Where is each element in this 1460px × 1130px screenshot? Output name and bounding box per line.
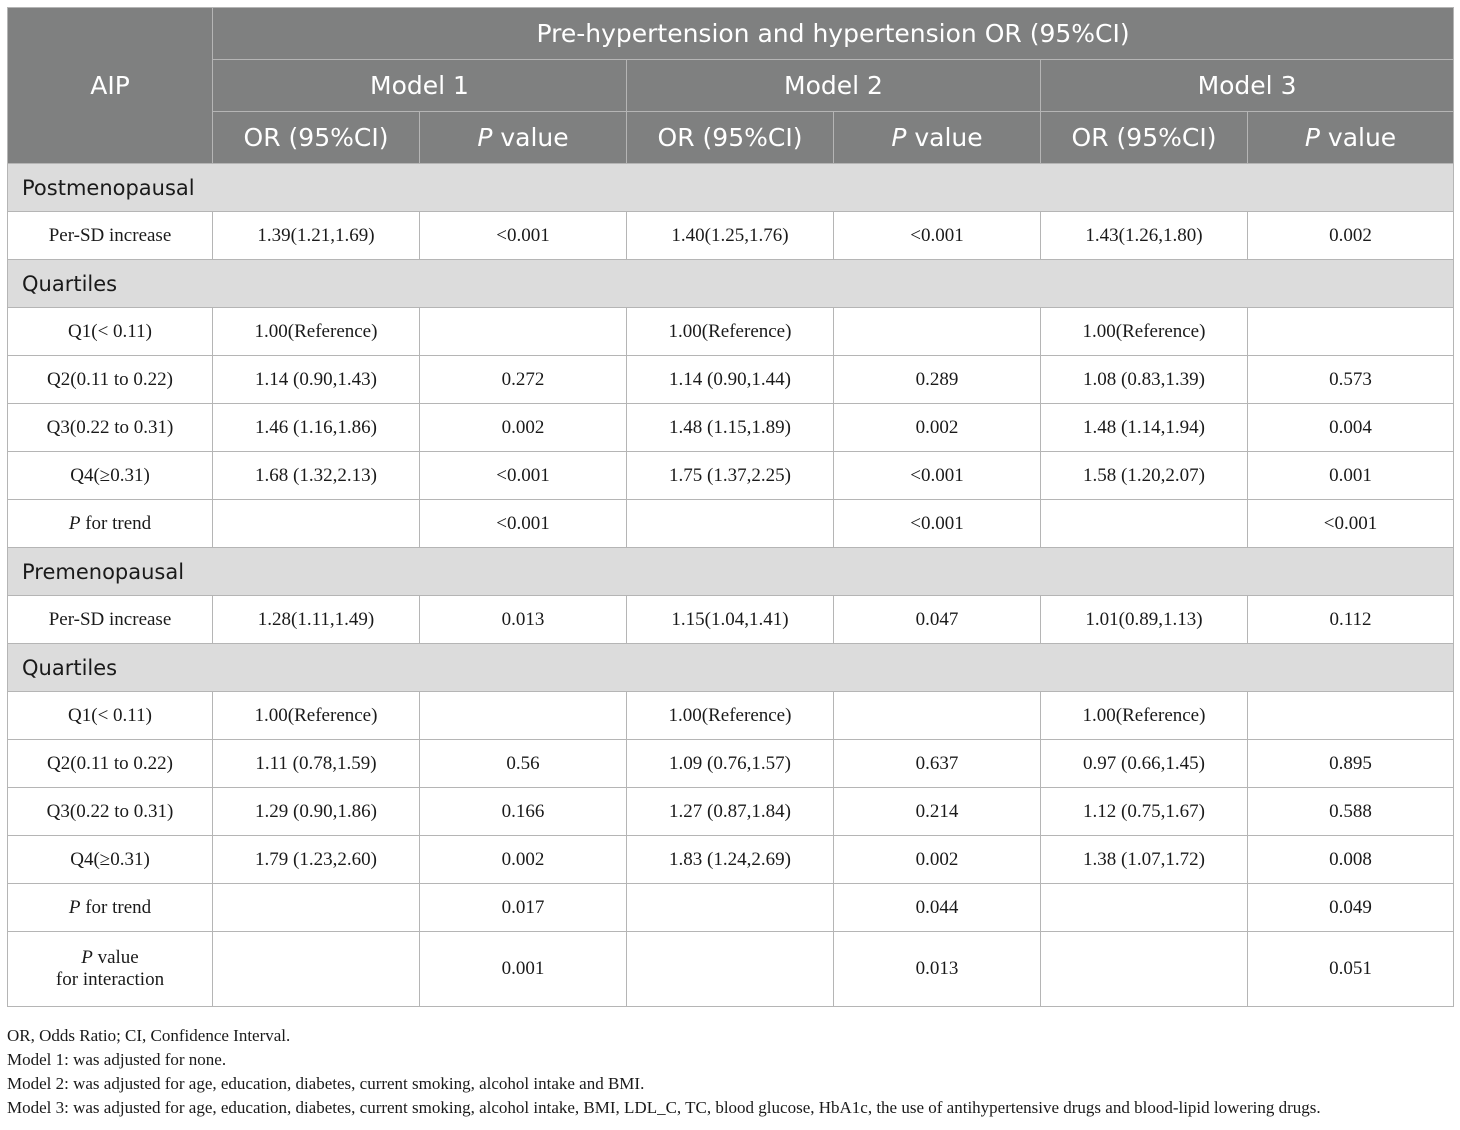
cell-or: 1.79 (1.23,2.60) bbox=[213, 836, 420, 884]
cell-or bbox=[627, 932, 834, 1007]
cell-or: 1.11 (0.78,1.59) bbox=[213, 740, 420, 788]
cell-or: 1.00(Reference) bbox=[1041, 692, 1248, 740]
cell-p: 0.008 bbox=[1248, 836, 1454, 884]
cell-or: 1.75 (1.37,2.25) bbox=[627, 452, 834, 500]
cell-p: 0.002 bbox=[420, 404, 627, 452]
p-col-header: P value bbox=[834, 112, 1041, 164]
or-col-header: OR (95%CI) bbox=[1041, 112, 1248, 164]
row-label: P for trend bbox=[8, 500, 213, 548]
cell-or: 1.48 (1.15,1.89) bbox=[627, 404, 834, 452]
table-row bbox=[8, 596, 1454, 644]
row-label: P for trend bbox=[8, 884, 213, 932]
footnote: Model 1: was adjusted for none. bbox=[7, 1050, 227, 1069]
row-label: Q3(0.22 to 0.31) bbox=[8, 404, 213, 452]
table-row-interaction bbox=[8, 932, 1454, 1007]
cell-or: 1.58 (1.20,2.07) bbox=[1041, 452, 1248, 500]
cell-p: 0.166 bbox=[420, 788, 627, 836]
row-label: Q4(≥0.31) bbox=[8, 836, 213, 884]
cell-p: 0.004 bbox=[1248, 404, 1454, 452]
cell-or: 1.12 (0.75,1.67) bbox=[1041, 788, 1248, 836]
cell-or bbox=[627, 500, 834, 548]
table-row-trend bbox=[8, 500, 1454, 548]
cell-p: 0.002 bbox=[1248, 212, 1454, 260]
cell-or bbox=[213, 884, 420, 932]
section-row-quartiles bbox=[8, 644, 1454, 692]
cell-p: 0.588 bbox=[1248, 788, 1454, 836]
row-label: Q1(< 0.11) bbox=[8, 692, 213, 740]
table-row bbox=[8, 740, 1454, 788]
cell-or: 0.97 (0.66,1.45) bbox=[1041, 740, 1248, 788]
table-row bbox=[8, 308, 1454, 356]
section-row-premenopausal bbox=[8, 548, 1454, 596]
results-table bbox=[7, 7, 1454, 1007]
p-col-header: P value bbox=[1248, 112, 1454, 164]
cell-p: 0.017 bbox=[420, 884, 627, 932]
cell-p: 0.051 bbox=[1248, 932, 1454, 1007]
cell-or: 1.08 (0.83,1.39) bbox=[1041, 356, 1248, 404]
group-header: Pre-hypertension and hypertension OR (95%CI) bbox=[213, 8, 1454, 60]
aip-header: AIP bbox=[8, 8, 213, 164]
or-col-header: OR (95%CI) bbox=[213, 112, 420, 164]
cell-p: 0.049 bbox=[1248, 884, 1454, 932]
cell-or: 1.29 (0.90,1.86) bbox=[213, 788, 420, 836]
table-row bbox=[8, 788, 1454, 836]
cell-or: 1.28(1.11,1.49) bbox=[213, 596, 420, 644]
cell-p: 0.044 bbox=[834, 884, 1041, 932]
cell-p: 0.001 bbox=[420, 932, 627, 1007]
cell-p: <0.001 bbox=[420, 500, 627, 548]
cell-p: 0.001 bbox=[1248, 452, 1454, 500]
model-1-header: Model 1 bbox=[213, 60, 627, 112]
cell-or: 1.09 (0.76,1.57) bbox=[627, 740, 834, 788]
section-row-quartiles bbox=[8, 260, 1454, 308]
cell-p bbox=[1248, 308, 1454, 356]
cell-or bbox=[627, 884, 834, 932]
table-row bbox=[8, 836, 1454, 884]
row-label: Per-SD increase bbox=[8, 212, 213, 260]
cell-p: <0.001 bbox=[1248, 500, 1454, 548]
cell-p: <0.001 bbox=[834, 500, 1041, 548]
row-label: Q2(0.11 to 0.22) bbox=[8, 356, 213, 404]
cell-p: 0.002 bbox=[420, 836, 627, 884]
p-col-header: P value bbox=[420, 112, 627, 164]
cell-p bbox=[834, 308, 1041, 356]
cell-p: 0.013 bbox=[834, 932, 1041, 1007]
cell-p bbox=[1248, 692, 1454, 740]
cell-or bbox=[1041, 884, 1248, 932]
footnote: OR, Odds Ratio; CI, Confidence Interval. bbox=[7, 1026, 291, 1045]
table-row bbox=[8, 452, 1454, 500]
cell-or: 1.14 (0.90,1.44) bbox=[627, 356, 834, 404]
cell-or: 1.00(Reference) bbox=[213, 692, 420, 740]
footnote: Model 3: was adjusted for age, education, diabetes, current smoking, alcohol intake, BMI, LDL_C, TC, blood glucose, HbA1c, the use of antihypertensive drugs and blood-lipid lowering drugs. bbox=[7, 1098, 1321, 1117]
row-label: Q2(0.11 to 0.22) bbox=[8, 740, 213, 788]
cell-p: 0.56 bbox=[420, 740, 627, 788]
cell-p bbox=[834, 692, 1041, 740]
cell-or bbox=[213, 932, 420, 1007]
model-3-header: Model 3 bbox=[1041, 60, 1454, 112]
row-label: Q3(0.22 to 0.31) bbox=[8, 788, 213, 836]
cell-or: 1.01(0.89,1.13) bbox=[1041, 596, 1248, 644]
table-row bbox=[8, 356, 1454, 404]
cell-or: 1.68 (1.32,2.13) bbox=[213, 452, 420, 500]
section-title: Quartiles bbox=[8, 260, 1454, 308]
section-title: Quartiles bbox=[8, 644, 1454, 692]
cell-p: <0.001 bbox=[420, 212, 627, 260]
cell-p: 0.002 bbox=[834, 404, 1041, 452]
row-label: P value for interaction bbox=[8, 932, 213, 1007]
cell-p: 0.272 bbox=[420, 356, 627, 404]
cell-or: 1.38 (1.07,1.72) bbox=[1041, 836, 1248, 884]
cell-p: 0.112 bbox=[1248, 596, 1454, 644]
cell-or: 1.48 (1.14,1.94) bbox=[1041, 404, 1248, 452]
cell-or bbox=[1041, 500, 1248, 548]
cell-or: 1.43(1.26,1.80) bbox=[1041, 212, 1248, 260]
cell-or: 1.00(Reference) bbox=[213, 308, 420, 356]
table-row bbox=[8, 212, 1454, 260]
row-label: Per-SD increase bbox=[8, 596, 213, 644]
cell-p bbox=[420, 692, 627, 740]
or-col-header: OR (95%CI) bbox=[627, 112, 834, 164]
cell-p: <0.001 bbox=[420, 452, 627, 500]
cell-p: 0.214 bbox=[834, 788, 1041, 836]
section-title: Premenopausal bbox=[8, 548, 1454, 596]
model-2-header: Model 2 bbox=[627, 60, 1041, 112]
cell-or: 1.39(1.21,1.69) bbox=[213, 212, 420, 260]
cell-or: 1.27 (0.87,1.84) bbox=[627, 788, 834, 836]
section-title: Postmenopausal bbox=[8, 164, 1454, 212]
footnote: Model 2: was adjusted for age, education, diabetes, current smoking, alcohol intake and BMI. bbox=[7, 1074, 645, 1093]
table-container bbox=[7, 7, 1453, 1007]
cell-or: 1.00(Reference) bbox=[627, 308, 834, 356]
section-row-postmenopausal bbox=[8, 164, 1454, 212]
cell-or: 1.00(Reference) bbox=[1041, 308, 1248, 356]
table-row bbox=[8, 404, 1454, 452]
cell-p: 0.013 bbox=[420, 596, 627, 644]
cell-p: 0.047 bbox=[834, 596, 1041, 644]
cell-or: 1.14 (0.90,1.43) bbox=[213, 356, 420, 404]
table-footnotes bbox=[7, 1024, 1321, 1120]
cell-p: 0.002 bbox=[834, 836, 1041, 884]
cell-or: 1.15(1.04,1.41) bbox=[627, 596, 834, 644]
cell-or: 1.40(1.25,1.76) bbox=[627, 212, 834, 260]
row-label: Q1(< 0.11) bbox=[8, 308, 213, 356]
cell-p: 0.895 bbox=[1248, 740, 1454, 788]
table-row-trend bbox=[8, 884, 1454, 932]
table-row bbox=[8, 692, 1454, 740]
cell-p bbox=[420, 308, 627, 356]
cell-or: 1.83 (1.24,2.69) bbox=[627, 836, 834, 884]
cell-p: <0.001 bbox=[834, 212, 1041, 260]
cell-or bbox=[1041, 932, 1248, 1007]
cell-p: 0.289 bbox=[834, 356, 1041, 404]
cell-p: 0.637 bbox=[834, 740, 1041, 788]
cell-or: 1.46 (1.16,1.86) bbox=[213, 404, 420, 452]
cell-p: <0.001 bbox=[834, 452, 1041, 500]
cell-or bbox=[213, 500, 420, 548]
cell-p: 0.573 bbox=[1248, 356, 1454, 404]
cell-or: 1.00(Reference) bbox=[627, 692, 834, 740]
row-label: Q4(≥0.31) bbox=[8, 452, 213, 500]
